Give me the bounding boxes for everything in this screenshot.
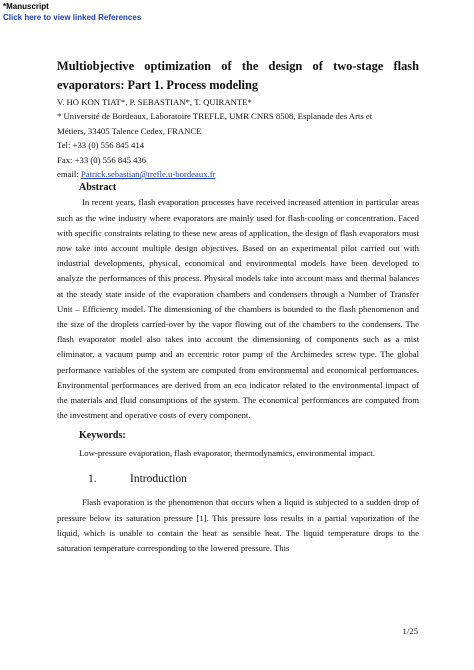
paper-page [57, 57, 419, 556]
affiliation-line-1: * Université de Bordeaux, Laboratoire TREFLE, UMR CNRS 8508, Esplanade des Arts et [57, 111, 373, 122]
email-label: email: [57, 169, 81, 180]
section-number: 1. [88, 473, 97, 486]
keywords-list: Low-pressure evaporation, flash evaporator, thermodynamics, environmental impact. [79, 448, 375, 459]
author-list: V. HO KON TIAT*, P. SEBASTIAN*, T. QUIRANTE* [57, 97, 252, 107]
section-title: Introduction [130, 473, 187, 486]
abstract-heading: Abstract [79, 182, 117, 194]
linked-references-link[interactable]: Click here to view linked References [3, 13, 142, 22]
keywords-heading: Keywords: [79, 430, 126, 442]
paper-title: Multiobjective optimization of the design of two-stage flash evaporators: Part 1. Process modeling [57, 59, 419, 92]
email-link[interactable]: Patrick.sebastian@trefle.u-bordeaux.fr [80, 169, 216, 180]
abstract-body: In recent years, flash evaporation processes have received increased attention in particular areas such as the wine industry where evaporators are mainly used for flash-cooling or concentration. Faced with specific constraints relating to these new areas of application, the design of flash evaporators must now take into account multiple design objectives. Based on an experimental pilot carried out with industrial developments, physical, economical and environmental models have been developed to analyze the performances of this process. Physical models take into account mass and thermal balances at the steady state inside of the evaporation chambers and condensers through a Number of Transfer Unit – Efficiency model. The dimensioning of the chambers is bounded to the flash phenomenon and the size of the droplets carried-over by the vapor flowing out of the chambers to the condensers. The flash evaporator model also takes into account the dimensioning of components such as a mist eliminator, a vacuum pump and an eccentric rotor pump of the Archimedes screw type. The global performance variables of the system are computed from environmental and economical performances. Environmental performances are derived from an eco indicator related to the environmental impact of the materials and fluid consumptions of the system. The economical performances are computed from the investment and operative costs of every component. [57, 197, 419, 421]
fax: Fax: +33 (0) 556 845 436 [57, 154, 147, 165]
affiliation-line-2: Métiers, 33405 Talence Cedex, FRANCE [57, 125, 202, 136]
email-line [57, 167, 419, 181]
page-number: 1/25 [402, 626, 418, 636]
telephone: Tel: +33 (0) 556 845 414 [57, 140, 145, 151]
manuscript-label: *Manuscript [3, 2, 49, 11]
introduction-body: Flash evaporation is the phenomenon that occurs when a liquid is subjected to a sudden drop of pressure below its saturation pressure [1]. This pressure loss results in a partial vaporization of the liquid, which is unable to contain the heat as sensible heat. The liquid temperature drops to the saturation temperature corresponding to the lowered pressure. This [57, 497, 419, 554]
section-heading-introduction [57, 472, 419, 487]
